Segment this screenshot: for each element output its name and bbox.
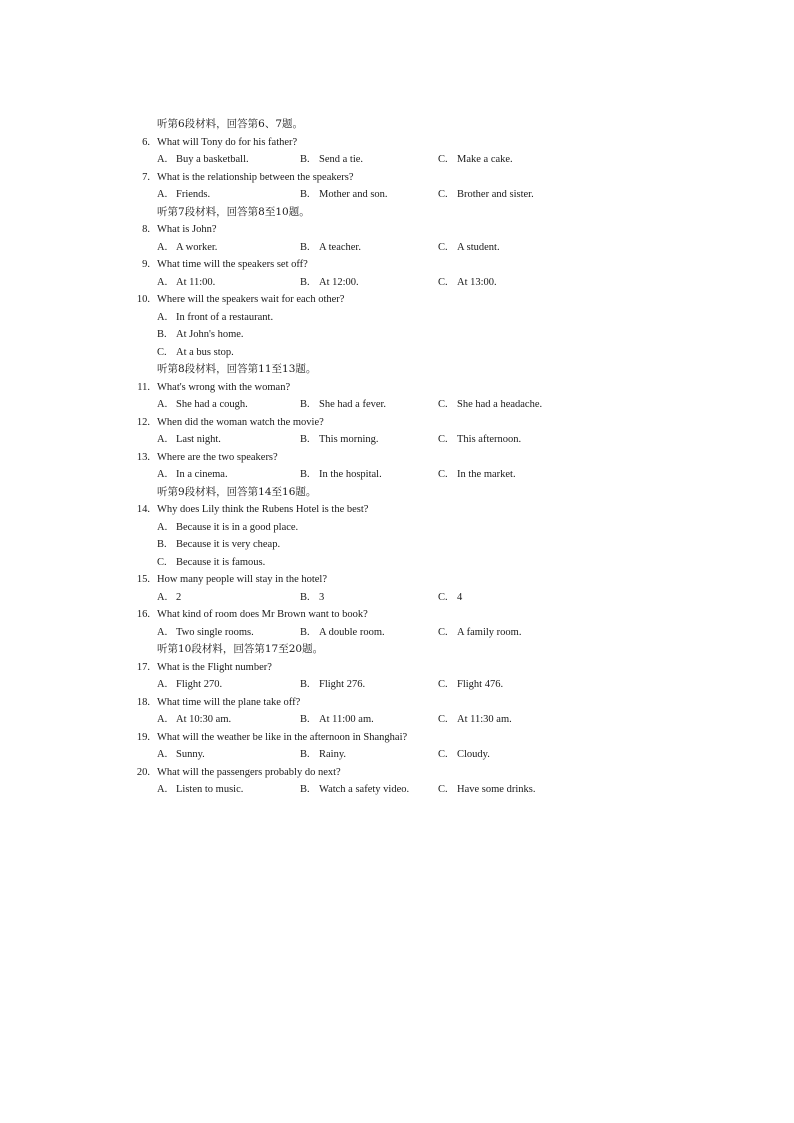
question-text: What will the weather be like in the afternoon in Shanghai? (157, 731, 408, 743)
options-row (0, 746, 794, 764)
question-number: 17. (136, 661, 150, 673)
question-number: 12. (136, 416, 150, 428)
option-letter: B. (300, 784, 310, 795)
option-letter: C. (438, 784, 448, 795)
question-text: What's wrong with the woman? (157, 381, 291, 393)
option-letter: B. (300, 679, 310, 690)
question-number: 6. (142, 136, 150, 148)
answer-option-c (438, 186, 534, 204)
question-row (0, 134, 794, 152)
option-letter: A. (157, 591, 168, 603)
answer-option-a (157, 711, 231, 729)
answer-option-b (300, 186, 388, 204)
answer-option-c (438, 466, 516, 484)
option-text: She had a cough. (176, 399, 248, 410)
option-text: Friends. (176, 189, 211, 200)
question-row (0, 169, 794, 187)
option-letter: A. (157, 311, 168, 323)
option-text: Because it is in a good place. (176, 521, 299, 533)
option-letter: B. (300, 749, 310, 760)
answer-option-a (157, 466, 228, 484)
options-row (0, 431, 794, 449)
answer-option-c (157, 344, 234, 362)
option-text: Flight 270. (176, 679, 223, 690)
option-text: At 13:00. (457, 276, 497, 288)
question-text: How many people will stay in the hotel? (157, 574, 328, 585)
option-letter: C. (438, 276, 448, 288)
option-text: 4 (457, 591, 463, 603)
option-text: A student. (457, 241, 500, 253)
question-number: 11. (137, 381, 150, 393)
answer-option-b (157, 536, 280, 554)
question-number: 16. (136, 609, 150, 620)
question-text: What will the passengers probably do next? (157, 766, 341, 778)
option-text: She had a headache. (457, 399, 543, 410)
option-letter: B. (300, 714, 310, 725)
question-text: What time will the plane take off? (157, 696, 301, 708)
option-text: Because it is very cheap. (176, 539, 281, 550)
option-text: 3 (319, 591, 325, 603)
question-text: What kind of room does Mr Brown want to book? (157, 609, 368, 620)
option-letter: C. (438, 626, 448, 638)
option-letter: B. (300, 276, 310, 288)
option-letter: B. (300, 399, 310, 410)
option-text: At 11:00. (176, 276, 216, 288)
option-text: She had a fever. (319, 399, 387, 410)
question-number: 10. (136, 294, 150, 305)
question-text: What is John? (157, 224, 217, 235)
option-letter: C. (438, 434, 448, 445)
option-text: In front of a restaurant. (176, 311, 274, 323)
question-number: 7. (142, 171, 150, 183)
option-row (0, 309, 794, 327)
option-text: Cloudy. (457, 749, 490, 760)
option-text: Watch a safety video. (319, 784, 410, 795)
section-heading: 听第9段材料，回答第14至16题。 (157, 485, 317, 498)
answer-option-a (157, 239, 217, 257)
option-text: A teacher. (319, 241, 361, 253)
answer-option-a (157, 624, 254, 642)
question-row (0, 449, 794, 467)
answer-option-b (300, 431, 379, 449)
question-number: 18. (136, 696, 150, 708)
answer-option-a (157, 746, 205, 764)
option-text: Send a tie. (319, 154, 364, 165)
options-row (0, 274, 794, 292)
answer-option-c (438, 624, 521, 642)
option-letter: A. (157, 469, 168, 480)
option-letter: B. (300, 434, 310, 445)
option-letter: A. (157, 399, 168, 410)
option-letter: C. (438, 714, 448, 725)
option-row (0, 326, 794, 344)
option-letter: A. (157, 714, 168, 725)
option-text: Listen to music. (176, 784, 244, 795)
option-letter: B. (300, 241, 310, 253)
option-text: At a bus stop. (176, 346, 234, 358)
question-number: 8. (142, 224, 150, 235)
option-letter: C. (157, 556, 167, 568)
option-letter: A. (157, 784, 168, 795)
answer-option-a (157, 676, 222, 694)
answer-option-a (157, 431, 221, 449)
answer-option-c (438, 676, 503, 694)
question-text: Why does Lily think the Rubens Hotel is the best? (157, 504, 369, 515)
option-letter: A. (157, 626, 168, 638)
option-text: 2 (176, 591, 182, 603)
option-row (0, 536, 794, 554)
option-text: Rainy. (319, 749, 347, 760)
option-text: Buy a basketball. (176, 154, 249, 165)
question-text: What is the relationship between the speakers? (157, 171, 354, 183)
option-letter: B. (300, 469, 310, 480)
option-text: In a cinema. (176, 469, 228, 480)
answer-option-b (300, 396, 386, 414)
question-row (0, 291, 794, 309)
question-number: 9. (142, 259, 150, 270)
section-heading: 听第10段材料，回答第17至20题。 (157, 643, 324, 655)
options-row (0, 781, 794, 799)
question-text: What is the Flight number? (157, 661, 272, 673)
option-letter: A. (157, 189, 168, 200)
option-letter: B. (300, 154, 310, 165)
option-row (0, 554, 794, 572)
option-text: Have some drinks. (457, 784, 536, 795)
option-letter: A. (157, 276, 168, 288)
answer-option-c (438, 396, 542, 414)
question-row (0, 729, 794, 747)
option-letter: C. (438, 241, 448, 253)
answer-option-b (300, 274, 359, 292)
question-row (0, 764, 794, 782)
question-text: When did the woman watch the movie? (157, 416, 324, 428)
option-letter: A. (157, 241, 168, 253)
option-letter: A. (157, 521, 168, 533)
option-letter: C. (438, 154, 448, 165)
question-row (0, 501, 794, 519)
question-row (0, 221, 794, 239)
answer-option-b (300, 746, 346, 764)
answer-option-a (157, 589, 181, 607)
option-text: Mother and son. (319, 189, 388, 200)
option-letter: C. (438, 591, 448, 603)
answer-option-b (300, 781, 409, 799)
question-text: What time will the speakers set off? (157, 259, 308, 270)
question-row (0, 659, 794, 677)
section-heading: 听第8段材料，回答第11至13题。 (157, 363, 317, 375)
exam-sheet (0, 116, 794, 799)
answer-option-c (438, 711, 512, 729)
options-row (0, 711, 794, 729)
option-row (0, 344, 794, 362)
question-number: 13. (136, 451, 150, 463)
option-letter: C. (438, 189, 448, 200)
answer-option-c (438, 274, 497, 292)
option-letter: B. (300, 189, 310, 200)
question-row (0, 694, 794, 712)
option-text: In the market. (457, 469, 516, 480)
answer-option-a (157, 309, 273, 327)
option-text: Two single rooms. (176, 626, 254, 638)
section-heading: 听第6段材料，回答第6、7题。 (157, 118, 304, 130)
answer-option-c (438, 781, 535, 799)
option-letter: B. (157, 329, 167, 340)
options-row (0, 396, 794, 414)
option-text: Because it is famous. (176, 556, 266, 568)
answer-option-c (438, 239, 500, 257)
question-row (0, 379, 794, 397)
options-row (0, 239, 794, 257)
option-text: At 11:00 am. (319, 714, 374, 725)
answer-option-b (300, 711, 374, 729)
option-text: At 11:30 am. (457, 714, 512, 725)
answer-option-a (157, 274, 215, 292)
option-letter: C. (438, 469, 448, 480)
question-number: 15. (136, 574, 150, 585)
option-text: This morning. (319, 434, 379, 445)
option-text: A double room. (319, 626, 385, 638)
option-text: Flight 276. (319, 679, 366, 690)
answer-option-b (300, 676, 365, 694)
options-row (0, 624, 794, 642)
option-text: Last night. (176, 434, 221, 445)
answer-option-c (438, 431, 521, 449)
option-letter: B. (300, 591, 310, 603)
answer-option-c (438, 589, 462, 607)
option-letter: A. (157, 434, 168, 445)
option-letter: C. (438, 749, 448, 760)
option-text: Brother and sister. (457, 189, 534, 200)
options-row (0, 466, 794, 484)
answer-option-b (300, 239, 361, 257)
option-text: Flight 476. (457, 679, 504, 690)
question-number: 20. (136, 766, 150, 778)
question-row (0, 606, 794, 624)
answer-option-c (157, 554, 265, 572)
answer-option-b (157, 326, 244, 344)
option-row (0, 519, 794, 537)
option-text: In the hospital. (319, 469, 382, 480)
answer-option-b (300, 589, 324, 607)
option-letter: B. (157, 539, 167, 550)
option-letter: B. (300, 626, 310, 638)
answer-option-b (300, 624, 385, 642)
option-text: At 12:00. (319, 276, 359, 288)
answer-option-a (157, 396, 248, 414)
answer-option-c (438, 746, 490, 764)
option-text: A worker. (176, 241, 218, 253)
options-row (0, 151, 794, 169)
option-letter: A. (157, 154, 168, 165)
question-text: Where will the speakers wait for each other? (157, 294, 345, 305)
options-row (0, 676, 794, 694)
option-letter: C. (438, 679, 448, 690)
question-number: 14. (136, 504, 150, 515)
option-letter: C. (438, 399, 448, 410)
options-row (0, 186, 794, 204)
option-text: At John's home. (176, 329, 244, 340)
question-row (0, 256, 794, 274)
option-text: A family room. (457, 626, 522, 638)
question-row (0, 571, 794, 589)
option-letter: A. (157, 679, 168, 690)
question-text: What will Tony do for his father? (157, 136, 298, 148)
question-row (0, 414, 794, 432)
options-row (0, 589, 794, 607)
answer-option-c (438, 151, 513, 169)
answer-option-b (300, 466, 382, 484)
question-number: 19. (136, 731, 150, 743)
option-text: This afternoon. (457, 434, 522, 445)
option-text: Sunny. (176, 749, 205, 760)
option-text: At 10:30 am. (176, 714, 232, 725)
answer-option-a (157, 186, 210, 204)
option-letter: A. (157, 749, 168, 760)
answer-option-a (157, 151, 249, 169)
answer-option-b (300, 151, 363, 169)
answer-option-a (157, 781, 243, 799)
option-letter: C. (157, 346, 167, 358)
option-text: Make a cake. (457, 154, 513, 165)
section-heading: 听第7段材料，回答第8至10题。 (157, 205, 310, 218)
answer-option-a (157, 519, 298, 537)
question-text: Where are the two speakers? (157, 451, 278, 463)
